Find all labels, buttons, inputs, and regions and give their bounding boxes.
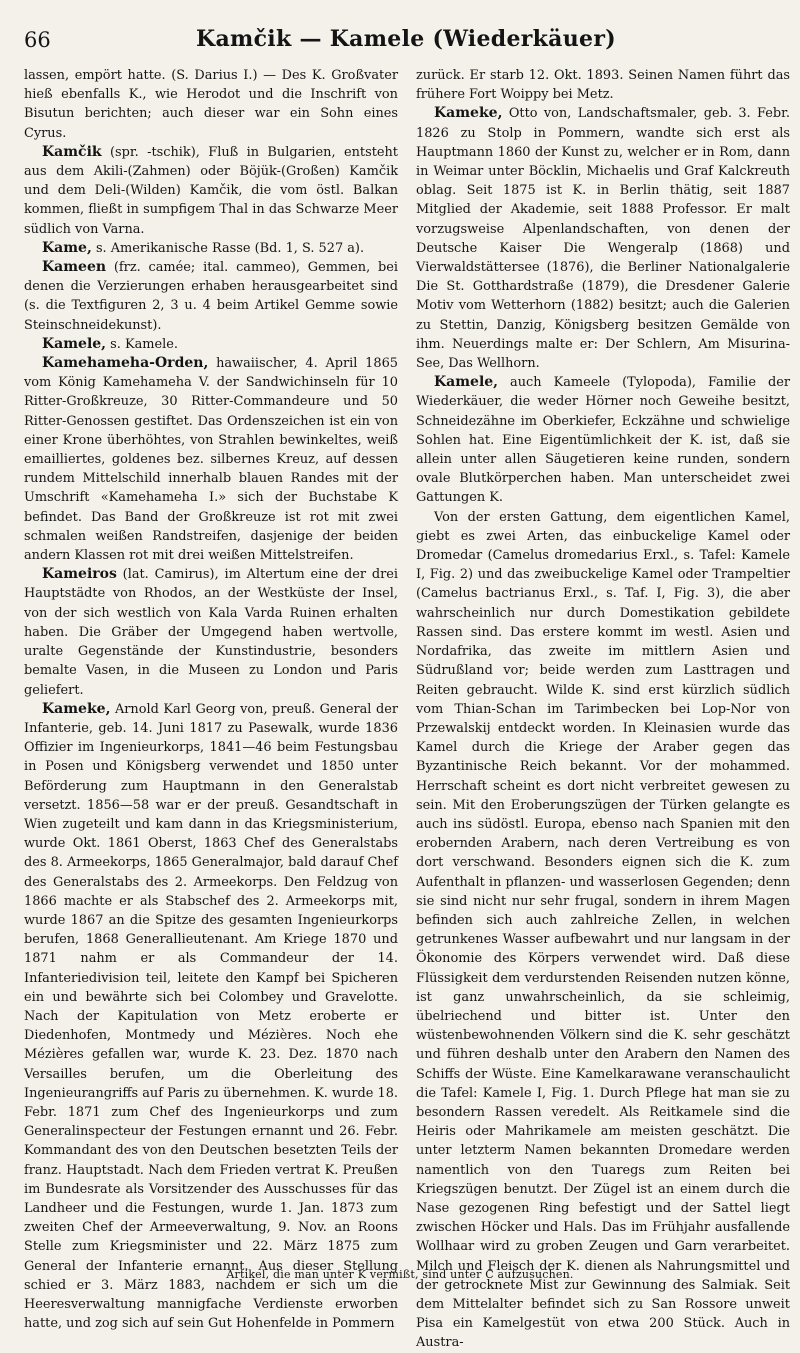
left-column	[24, 66, 399, 1332]
entry-paragraph	[24, 143, 398, 239]
entry-headword: Kameke,	[42, 700, 111, 717]
entry-text: zurück. Er starb 12. Okt. 1893. Seinen Namen führt das frühere Fort Woippy bei Metz.	[416, 68, 790, 103]
entry-text: (lat. Camirus), im Altertum eine der drei Hauptstädte von Rhodos, an der Westküste der Insel, von der sich westlich von Kala Varda Ruinen erhalten haben. Die Gräber der Umgegend haben wertvolle, uralte Gegenstände der Kunstindustrie, besonders bemalte Vasen, in die Museen zu London und Paris geliefert.	[24, 567, 398, 698]
entry-paragraph	[24, 354, 398, 565]
entry-headword: Kamele,	[434, 374, 499, 391]
entry-text: Von der ersten Gattung, dem eigentlichen Kamel, giebt es zwei Arten, das einbuckelige Kamel oder Dromedar (Camelus dromedarius Erxl., s. Tafel: Kamele I, Fig. 2) und das zweibuckelige Kamel oder Trampeltier (Camelus bactrianus Erxl., s. Taf. I, Fig. 3), die aber wahrscheinlich nur durch Domestikation gebildete Rassen sind. Das erstere kommt im westl. Asien und Nordafrika, das zweite im mittlern Asien und Südrußland vor; beide werden zum Lasttragen und Reiten gebraucht. Wilde K. sind erst kürzlich südlich vom Thian-Schan im Tarimbecken bei Lop-Nor von Przewalskij entdeckt worden. In Kleinasien wurde das Kamel durch die Kriege der Araber gegen das Byzantinische Reich bekannt. Vor der mohammed. Herrschaft scheint es dort nicht verbreitet gewesen zu sein. Mit den Eroberungszügen der Türken gelangte es auch ins südöstl. Europa, ebenso nach Spanien mit den erobernden Arabern, nach deren Vertreibung es von dort verschwand. Besonders eignen sich die K. zum Aufenthalt in pflanzen- und wasserlosen Gegenden; denn sie sind nicht nur sehr frugal, sondern in ihrem Magen befinden sich auch zahlreiche Zellen, in welchen getrunkenes Wasser aufbewahrt und nur langsam in der Ökonomie des Körpers verwendet wird. Daß diese Flüssigkeit dem verdurstenden Reisenden nutzen könne, ist ganz unwahrscheinlich, da sie schleimig, übelriechend und bitter ist. Unter den wüstenbewohnenden Völkern sind die K. sehr geschätzt und führen deshalb unter den Arabern den Namen des Schiffs der Wüste. Eine Kamelkarawane veranschaulicht die Tafel: Kamele I, Fig. 1. Durch Pflege hat man sie zu besondern Rassen veredelt. Als Reitkamele sind die Heiris oder Mahrikamele am meisten geschätzt. Die unter letzterm Namen bekannten Dromedare werden namentlich von den Tuaregs zum Reiten bei Kriegszügen benutzt. Der Zügel ist an einem durch die Nase gezogenen Ring befestigt und der Sattel liegt zwischen Höcker und Hals. Das im Frühjahr ausfallende Wollhaar wird zu groben Zeugen und Garn verarbeitet. Milch und Fleisch der K. dienen als Nahrungsmittel und der getrocknete Mist zur Gewinnung des Salmiak. Seit dem Mittelalter befindet sich zu San Rossore unweit Pisa ein Kamelgestüt von etwa 200 Stück. Auch in Austra-	[416, 509, 790, 1351]
right-column	[416, 66, 790, 1351]
entry-text: s. Kamele.	[106, 336, 178, 352]
entry-text: lassen, empört hatte. (S. Darius I.) — Des K. Großvater hieß ebenfalls K., wie Herodot und die Inschrift von Bisutun berichten; auch dieser war ein Sohn eines Cyrus.	[24, 68, 398, 141]
entry-paragraph	[416, 508, 790, 1353]
entry-paragraph	[24, 66, 398, 143]
entry-headword: Kame,	[42, 239, 92, 256]
entry-headword: Kamele,	[42, 335, 107, 352]
entry-text: s. Amerikanische Rasse (Bd. 1, S. 527 a).	[91, 240, 365, 256]
entry-text: hawaiischer, 4. April 1865 vom König Kamehameha V. der Sandwichinseln für 10 Ritter-Großkreuze, 30 Ritter-Commandeure und 50 Ritter-Genossen gestiftet. Das Ordenszeichen ist ein von einer Krone überhöhtes, von Strahlen bewinkeltes, weiß emailliertes, goldenes bez. silbernes Kreuz, auf dessen rundem Mittelschild innerhalb blauen Randes mit der Umschrift «Kamehameha I.» sich der Buchstabe K befindet. Das Band der Großkreuze ist rot mit zwei schmalen weißen Randstreifen, dasjenige der beiden andern Klassen rot mit drei weißen Mittelstreifen.	[24, 356, 398, 564]
page-header	[22, 24, 790, 58]
page-number: 66	[24, 28, 51, 52]
entry-paragraph	[416, 66, 790, 104]
entry-text: (spr. -tschik), Fluß in Bulgarien, entsteht aus dem Akili-(Zahmen) oder Böjük-(Großen) Kamčik und dem Deli-(Wilden) Kamčik, die vom östl. Balkan kommen, fließt in sumpfigem Thal in das Schwarze Meer südlich von Varna.	[24, 144, 398, 237]
entry-headword: Kameiros	[42, 566, 117, 583]
entry-text: auch Kameele (Tylopoda), Familie der Wiederkäuer, die weder Hörner noch Geweihe besitzt, Schneidezähne im Oberkiefer, Eckzähne und schwielige Sohlen hat. Eine Eigentümlichkeit der K. ist, daß sie allein unter allen Säugetieren keine runden, sondern ovale Blutkörperchen haben. Man unterscheidet zwei Gattungen K.	[416, 375, 790, 506]
entry-paragraph	[24, 335, 398, 354]
entry-paragraph	[24, 258, 398, 335]
running-head: Kamčik — Kamele (Wiederkäuer)	[196, 26, 616, 52]
footer-note: Artikel, die man unter K vermißt, sind unter C aufzusuchen.	[226, 1268, 574, 1281]
entry-paragraph	[24, 239, 398, 258]
entry-headword: Kameen	[42, 259, 107, 276]
entry-text: (frz. camée; ital. cammeo), Gemmen, bei denen die Verzierungen erhaben herausgearbeitet sind (s. die Textfiguren 2, 3 u. 4 beim Artikel Gemme sowie Steinschneidekunst).	[24, 260, 398, 333]
entry-headword: Kamčik	[42, 143, 102, 160]
entry-paragraph	[24, 700, 398, 1334]
entry-text: Arnold Karl Georg von, preuß. General der Infanterie, geb. 14. Juni 1817 zu Pasewalk, wurde 1836 Offizier im Ingenieurkorps, 1841—46 beim Festungsbau in Posen und Königsberg verwendet und 1850 unter Beförderung zum Hauptmann in den Generalstab versetzt. 1856—58 war er der preuß. Gesandtschaft in Wien zugeteilt und kam dann in das Kriegsministerium, wurde Okt. 1861 Oberst, 1863 Chef des Generalstabs des 8. Armeekorps, 1865 Generalmajor, bald darauf Chef des Generalstabs des 2. Armeekorps. Den Feldzug von 1866 machte er als Stabschef des 2. Armeekorps mit, wurde 1867 an die Spitze des gesamten Ingenieurkorps berufen, 1868 Generallieutenant. Am Kriege 1870 und 1871 nahm er als Commandeur der 14. Infanteriedivision teil, leitete den Kampf bei Spicheren ein und bewährte sich bei Colombey und Gravelotte. Nach der Kapitulation von Metz eroberte er Diedenhofen, Montmedy und Mézières. Noch ehe Mézières gefallen war, wurde K. 23. Dez. 1870 nach Versailles berufen, um die Oberleitung des Ingenieurangriffs auf Paris zu übernehmen. K. wurde 18. Febr. 1871 zum Chef des Ingenieurkorps und zum Generalinspecteur der Festungen ernannt und 26. Febr. Kommandant des von den Deutschen besetzten Teils der franz. Hauptstadt. Nach dem Frieden vertrat K. Preußen im Bundesrate als Vorsitzender des Ausschusses für das Landheer und die Festungen, wurde 1. Jan. 1873 zum zweiten Chef der Armeeverwaltung, 9. Nov. an Roons Stelle zum Kriegsminister und 22. März 1875 zum General der Infanterie ernannt. Aus dieser Stellung schied er 3. März 1883, nachdem er sich um die Heeresverwaltung mannigfache Verdienste erworben hatte, und zog sich auf sein Gut Hohenfelde in Pommern	[24, 701, 399, 1332]
entry-text: Otto von, Landschaftsmaler, geb. 3. Febr. 1826 zu Stolp in Pommern, wandte sich erst als Hauptmann 1860 der Kunst zu, welcher er in Rom, dann in Weimar unter Böcklin, Michaelis und Graf Kalckreuth oblag. Seit 1875 ist K. in Berlin thätig, seit 1887 Mitglied der Akademie, seit 1888 Professor. Er malt vorzugsweise Alpenlandschaften, von denen der Deutsche Kaiser Die Wengeralp (1868) und Vierwaldstättersee (1876), die Berliner Nationalgalerie Die St. Gotthardstraße (1879), die Dresdener Galerie Motiv vom Wetterhorn (1882) besitzt; auch die Galerien zu Stettin, Danzig, Königsberg besitzen Gemälde von ihm. Neuerdings malte er: Der Schlern, Am Misurina-See, Das Wellhorn.	[416, 106, 790, 372]
entry-paragraph	[416, 104, 790, 373]
entry-headword: Kamehameha-Orden,	[42, 355, 209, 372]
entry-headword: Kameke,	[434, 105, 503, 122]
entry-paragraph	[416, 373, 790, 507]
entry-paragraph	[24, 565, 398, 699]
